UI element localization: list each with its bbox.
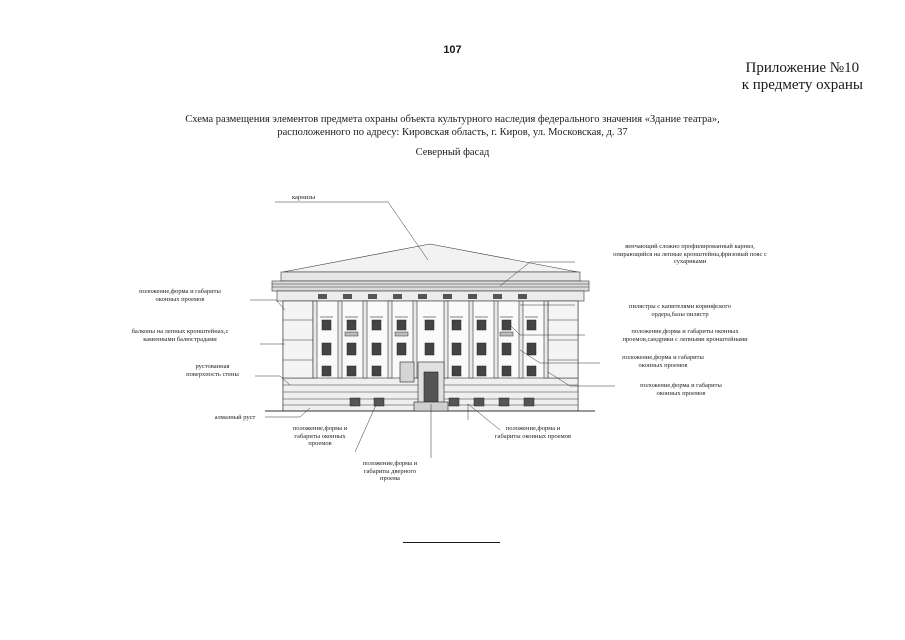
scheme-title-line-1: Схема размещения элементов предмета охраны объекта культурного наследия федерального значения «Здание театра», [185, 114, 720, 125]
label-window-bottom-center: положение,форма и габариты оконных проемов [494, 425, 572, 440]
label-main-cornice: венчающий сложно профилированный карниз, опирающийся на лепные кронштейны,фризовый пояс с сухариками [613, 243, 767, 265]
label-balconies: балконы на лепных кронштейнах,с каменными балюстрадами [131, 328, 229, 343]
label-window-right-2: положение,форма и габариты оконных проемов [640, 382, 722, 397]
label-window-bottom-left: положение,форма и габариты оконных проемов [292, 425, 348, 447]
left-pavilion [283, 301, 313, 378]
scheme-title-line-2: расположенного по адресу: Кировская область, г. Киров, ул. Московская, д. 37 [277, 127, 628, 138]
main-cornice [272, 281, 589, 291]
roof [283, 244, 578, 272]
label-karniz-top: карнизы [292, 194, 316, 201]
attic-band [281, 272, 580, 281]
entrance-door [424, 372, 438, 402]
facade-subtitle: Северный фасад [415, 147, 490, 158]
entrance-canopy [400, 362, 414, 382]
bottom-rule [403, 542, 500, 543]
label-door: положение,форма и габариты дверного проема [362, 460, 418, 482]
appendix-line-2: к предмету охраны [741, 77, 863, 93]
label-diamond-rust: алмазный руст [214, 414, 256, 421]
label-window-right-1: положение,форма и габариты оконных проемов [622, 354, 704, 369]
label-window-sandriks: положение,форма и габариты оконных проемов,сандрики с лепными кронштейнами [622, 328, 748, 343]
page-number: 107 [443, 44, 462, 56]
appendix-line-1: Приложение №10 [745, 60, 860, 76]
label-window-left: положение,форма и габариты оконных проемов [139, 288, 221, 303]
right-pavilion [548, 301, 578, 378]
label-pilasters: пилястры с капителями коринфского ордера,базы пилястр [629, 303, 731, 318]
label-rusticated-wall: рустованная поверхность стены [186, 363, 239, 378]
